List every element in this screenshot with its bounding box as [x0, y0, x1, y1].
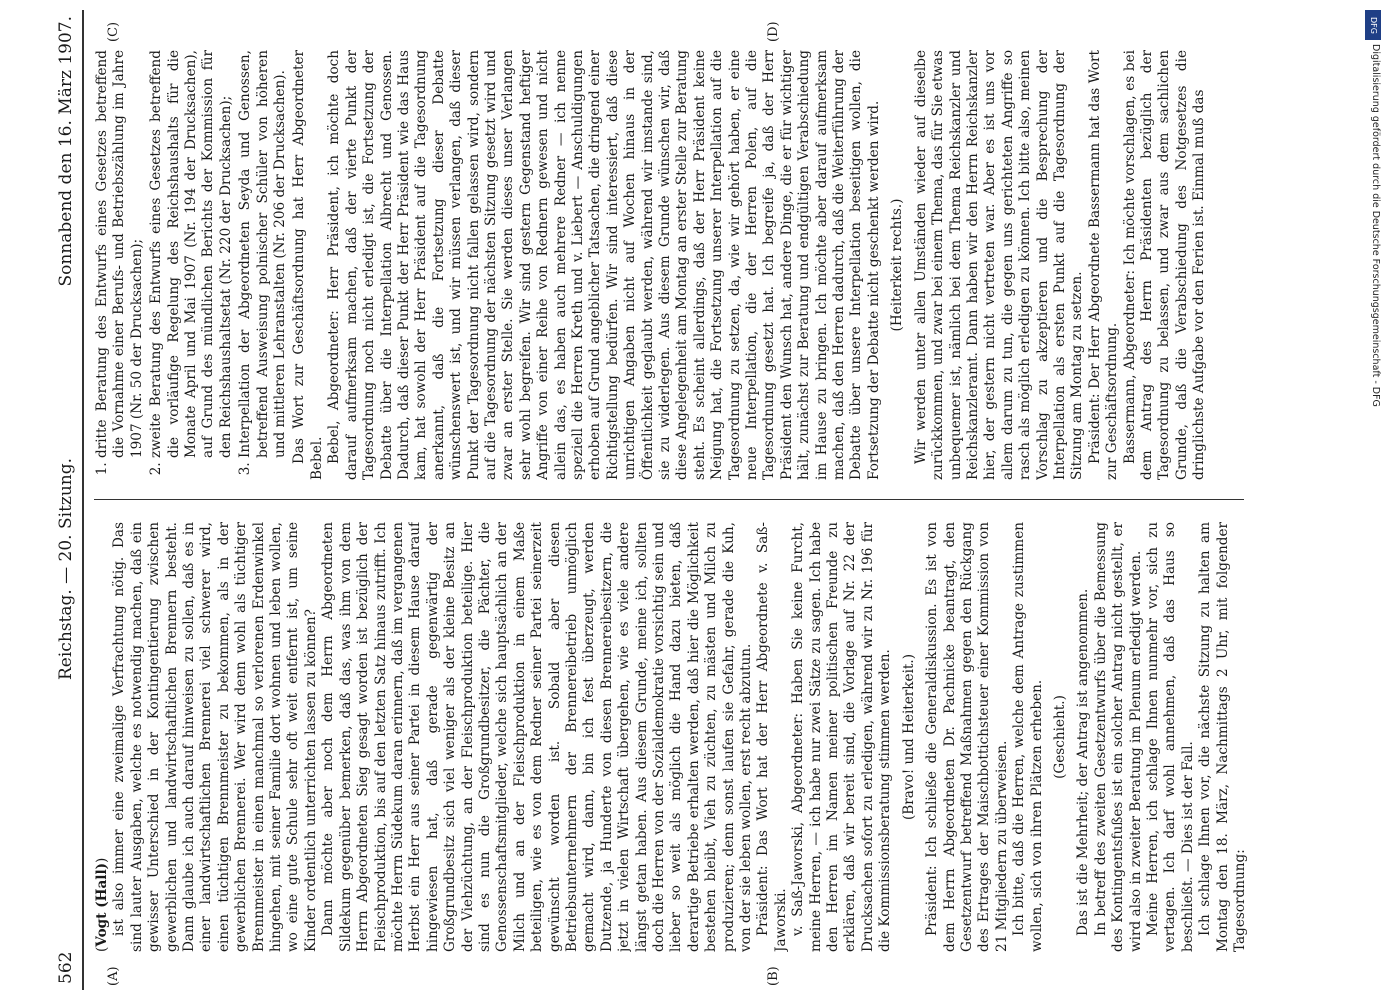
agenda-list — [94, 50, 289, 480]
agenda-item: 3. Interpellation der Abgeordneten Seyda und Genossen, betreffend Ausweisung polnischer Schüler von höheren und mittleren Lehranstalten (Nr. 206 der Drucksachen). — [237, 50, 289, 458]
margin-marker-d: (D) — [766, 21, 781, 42]
agenda-item: 1. dritte Beratung des Entwurfs eines Gesetzes betreffend die Vornahme einer Berufs- und Betriebszählung im Jahre 1907 (Nr. 50 der Drucksachen); — [94, 50, 146, 458]
reaction: (Bravo! und Heiterkeit.) — [900, 653, 917, 821]
paragraph: v. Saß-Jaworski, Abgeordneter: Haben Sie keine Furcht, meine Herren, — ich habe nur zwei Sätze zu sagen. Ich habe den Herren im Namen meiner politischen Freunde zu erklären, daß wir bereit sind, die Vorlage auf Nr. 22 der Drucksachen sofort zu erledigen, während wir zu Nr. 196 für die Kommissionsberatung stimmen werden. — [790, 522, 894, 952]
running-head — [46, 10, 84, 990]
paragraph: Wir werden unter allen Umständen wieder auf dieselbe zurückkommen, und zwar bei einem Thema, das für Sie etwas unbequemer ist, nämlich bei dem Thema Reichskanzler und Reichskanzleramt. Dann haben wir den Herrn Reichskanzler hier, der gestern nicht vertreten war. Aber es ist uns vor allem darum zu tun, die gegen uns gerichteten Angriffe so rasch als möglich erledigen zu können. Ich bitte also, meinen Vorschlag zu akzeptieren und die Besprechung der Interpellation als ersten Punkt auf die Tagesordnung der Sitzung am Montag zu setzen. — [912, 50, 1086, 480]
margin-marker-c: (C) — [106, 21, 121, 42]
paragraph: Das ist die Mehrheit; der Antrag ist angenommen. — [1075, 588, 1092, 936]
page-number: 562 — [56, 951, 76, 984]
paragraph: Ich bitte, daß die Herren, welche dem Antrage zustimmen wollen, sich von ihren Plätzen erheben. — [1011, 522, 1045, 952]
column-divider — [94, 499, 1244, 500]
paragraph: ist also immer eine zweimalige Verfrachtung nötig. Das sind lauter Ausgaben, welche es notwendig machen, daß ein gewisser Unterschied in der Kontingentierung zwischen gewerblichen und landwirtschaftlichen Brennern besteht. Dann glaube ich auch darauf hinweisen zu sollen, daß es in einer landwirtschaftlichen Brennerei viel schwerer wird, einen tüchtigen Brennmeister zu bekommen, als in der gewerblichen Brennerei. Wer wird denn wohl als tüchtiger Brennmeister in einen manchmal so verlorenen Erdenwinkel hingehen, mit seiner Familie dort wohnen und leben wollen, wo eine gute Schule sehr oft weit entfernt ist, um seine Kinder ordentlich unterrichten lassen zu können? — [111, 522, 319, 952]
digitization-note — [1365, 10, 1381, 990]
reaction: (Heiterkeit rechts.) — [889, 198, 906, 332]
speaker-continuation: (Vogt (Hall)) — [94, 857, 110, 952]
session-title: Reichstag. — 20. Sitzung. — [56, 457, 76, 680]
right-column — [94, 50, 1329, 480]
paragraph: Präsident: Ich schließe die Generaldiskussion. Es ist von dem Herrn Abgeordneten Dr. Pachnicke beantragt, den Gesetzentwurf betreffend Maßnahmen gegen den Rückgang des Ertrages der Maischbottichsteuer einer Kommission von 21 Mitgliedern zu überweisen. — [924, 522, 1010, 952]
paragraph: Das Wort zur Geschäftsordnung hat Herr Abgeordneter Bebel. — [291, 50, 325, 480]
rotated-page — [46, 10, 1336, 990]
margin-marker-a: (A) — [106, 966, 121, 986]
agenda-item: 2. zweite Beratung des Entwurfs eines Gesetzes betreffend die vorläufige Regelung des Reichshaushalts für die Monate April und Mai 1907 (Nr. 194 der Drucksachen), auf Grund des mündlichen Berichts der Kommission für den Reichshaushaltsetat (Nr. 220 der Drucksachen); — [148, 50, 235, 458]
reaction: (Geschieht.) — [1051, 695, 1068, 779]
left-column — [94, 522, 1329, 952]
session-date: Sonnabend den 16. März 1907. — [56, 16, 76, 287]
dfg-logo: DFG — [1365, 10, 1381, 40]
paragraph: Präsident: Der Herr Abgeordnete Bassermann hat das Wort zur Geschäftsordnung. — [1086, 50, 1121, 480]
paragraph: Bebel, Abgeordneter: Herr Präsident, ich möchte doch darauf aufmerksam machen, daß der vierte Punkt der Tagesordnung noch nicht erledigt ist, die Fortsetzung der Debatte über die Interpellation Albrecht und Genossen. Dadurch, daß dieser Punkt der Herr Präsident wie das Haus kam, hat sowohl der Herr Präsident auf die Tagesordnung anerkannt, daß die Fortsetzung dieser Debatte wünschenswert ist, und wir müssen verlangen, daß dieser Punkt der Tagesordnung nicht fallen gelassen wird, sondern auf die Tagesordnung der nächsten Sitzung gesetzt wird und zwar an erster Stelle. Sie werden dieses unser Verlangen sehr wohl begreifen. Wir sind gestern Gegenstand heftiger Angriffe von einer Reihe von Rednern gewesen und nicht allein das, es haben auch mehrere Redner — ich nenne speziell die Herren Kreth und v. Liebert — Anschuldigungen erhoben auf Grund angeblicher Tatsachen, die dringend einer Richtigstellung bedürfen. Wir sind interessiert, daß diese unrichtigen Angaben nicht auf Wochen hinaus in der Öffentlichkeit geglaubt werden, während wir imstande sind, sie zu widerlegen. Aus diesem Grunde wünschen wir, daß diese Angelegenheit am Montag an erster Stelle zur Beratung steht. Es scheint allerdings, daß der Herr Präsident keine Neigung hat, die Fortsetzung unserer Interpellation auf die Tagesordnung zu setzen, da, wie wir gehört haben, er eine neue Interpellation, die der Herren Polen, auf die Tagesordnung gesetzt hat. Ich begreife ja, daß der Herr Präsident den Wunsch hat, andere Dinge, die er für wichtiger hält, zunächst zur Beratung und endgültigen Verabschiedung im Hause zu bringen. Ich möchte aber darauf aufmerksam machen, daß den Herren dadurch, daß die Weiterführung der Debatte über unsere Interpellation beseitigen wollen, die Fortsetzung der Debatte nicht geschenkt werden wird. — [326, 50, 882, 480]
paragraph: Dann möchte aber noch dem Herrn Abgeordneten Sildekum gegenüber bemerken, daß das, was ihm von dem Herrn Abgeordneten Sieg gesagt worden ist bezüglich der Fleischproduktion, bis auf den letzten Satz hinaus zutrifft. Ich möchte Herrn Südekum daran erinnern, daß im vergangenen Herbst ein Herr aus seiner Partei in diesem Hause darauf hingewiesen hat, daß gerade gegenwärtig der Großgrundbesitz sich viel weniger als der kleine Besitz an der Viehzüchtung, an der Fleischproduktion beteilige. Hier sind es nun die Großgrundbesitzer, die Pächter, die Genossenschaftsmitglieder, welche sich hauptsächlich an der Milch und an der Fleischproduktion in einem Maße beteiligen, wie es von dem Redner seiner Partei seinerzeit gewünscht worden ist. Sobald aber diesen Betriebsunternehmern der Brennereibetrieb unmöglich gemacht wird, dann, bin ich fest überzeugt, werden Dutzende, ja Hunderte von diesen Brennereibesitzern, die jetzt in vielen Wirtschaft übergehen, wie es viele andere längst getan haben. Aus diesem Grunde, meine ich, sollten doch die Herren von der Sozialdemokratie vorsichtig sein und lieber so weit als möglich die Hand dazu bieten, daß derartige Betriebe erhalten werden, daß hier die Möglichkeit bestehen bleibt, Vieh zu züchten, zu mästen und Milch zu produzieren; denn sonst laufen sie Gefahr, gerade die Kuh, von der sie leben wollen, erst recht abzutun. — [320, 522, 755, 952]
paragraph: In betreff des zweiten Gesetzentwurfs über die Bemessung des Kontingentsfußes ist ein solcher Antrag nicht gestellt, er wird also in zweiter Beratung im Plenum erledigt werden. — [1092, 522, 1144, 952]
paragraph: Meine Herren, ich schlage Ihnen nunmehr vor, sich zu vertagen. Ich darf wohl annehmen, daß das Haus so beschließt. — Dies ist der Fall. — [1144, 522, 1196, 952]
paragraph: Ich schlage Ihnen vor, die nächste Sitzung zu halten am Montag den 18. März, Nachmittags 2 Uhr, mit folgender Tagesordnung: — [1197, 522, 1248, 952]
digitization-credit: Digitalisierung gefördert durch die Deutsche Forschungsgemeinschaft - DFG — [1370, 44, 1381, 407]
paragraph: Präsident: Das Wort hat der Herr Abgeordnete v. Saß-Jaworski. — [755, 522, 789, 952]
margin-marker-b: (B) — [766, 966, 781, 986]
paragraph: Bassermann, Abgeordneter: Ich möchte vorschlagen, es bei dem Antrag des Herrn Präsidenten bezüglich der Tagesordnung zu belassen, und zwar aus dem sachlichen Grunde, daß die Verabschiedung des Notgesetzes die dringlichste Aufgabe vor den Ferien ist. Einmal muß das — [1121, 50, 1208, 480]
